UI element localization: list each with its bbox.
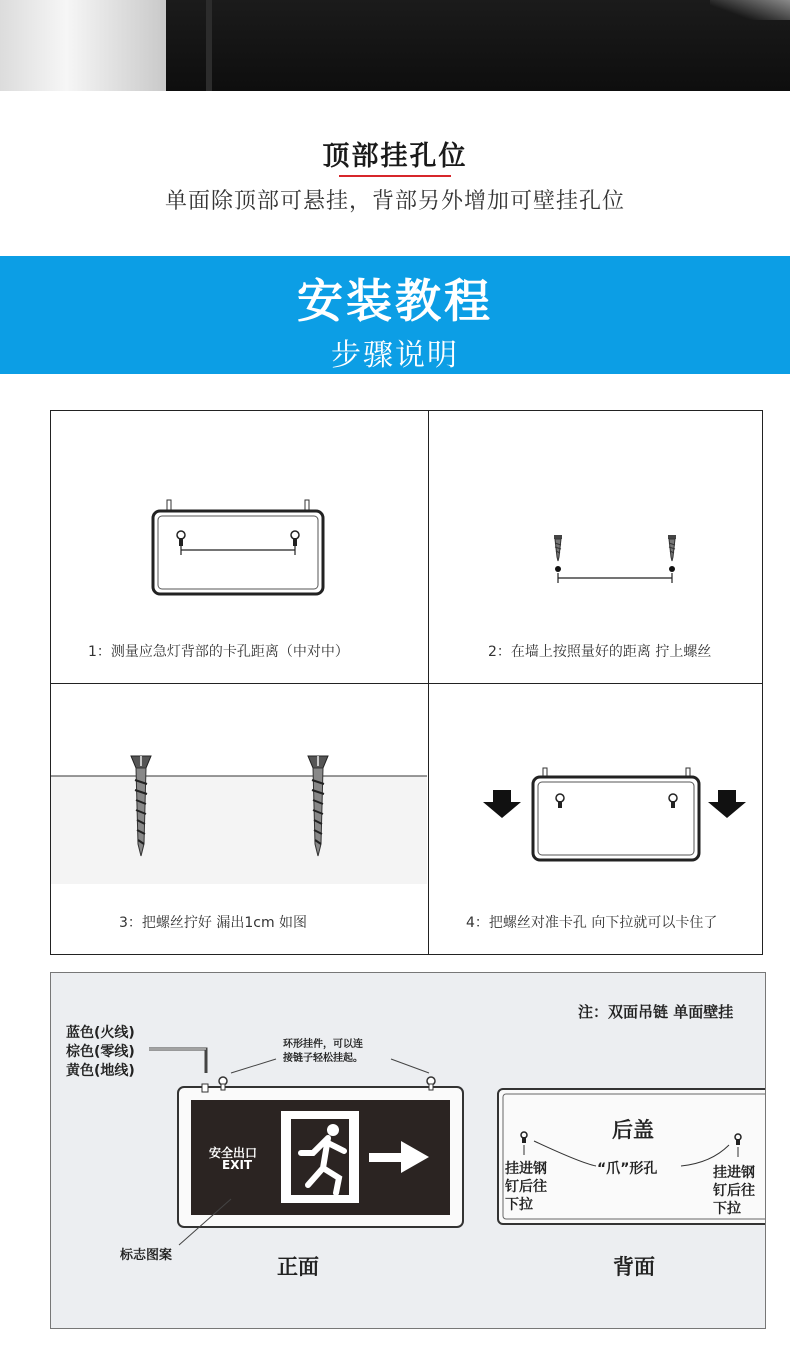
title-underline	[339, 175, 451, 177]
back-label: 背面	[613, 1255, 655, 1279]
diagram-note: 注：双面吊链 单面壁挂	[578, 1003, 734, 1021]
right-hang-line1: 挂进钢	[713, 1165, 755, 1181]
sign-text-en: EXIT	[222, 1158, 253, 1172]
banner-title: 安装教程	[297, 274, 493, 328]
wire-brown-label: 棕色(零线)	[66, 1044, 135, 1060]
step4-caption: 4：把螺丝对准卡孔 向下拉就可以卡住了	[466, 915, 718, 931]
photo-edge	[206, 0, 212, 91]
wire-blue-label: 蓝色(火线)	[66, 1025, 135, 1041]
step3-caption: 3：把螺丝拧好 漏出1cm 如图	[119, 915, 308, 931]
down-arrow-icon	[483, 790, 521, 818]
ring-note-line1: 环形挂件，可以连	[283, 1039, 363, 1050]
diagram-lines	[51, 973, 765, 1328]
right-hang-line2: 钉后往	[713, 1183, 755, 1199]
back-cover-label: 后盖	[612, 1118, 654, 1142]
step4-illustration	[480, 766, 755, 864]
ring-note-line2: 接链子轻松挂起。	[283, 1053, 363, 1064]
left-hang-line2: 钉后往	[505, 1179, 547, 1195]
sign-text-cn: 安全出口	[209, 1146, 258, 1160]
left-hang-line3: 下拉	[505, 1197, 533, 1213]
screw-icon	[668, 535, 676, 561]
step2-illustration	[545, 533, 690, 593]
screw-icon	[554, 535, 562, 561]
front-label: 正面	[277, 1255, 319, 1279]
left-hang-line1: 挂进钢	[505, 1161, 547, 1177]
photo-dark-panel	[166, 0, 790, 91]
pattern-label: 标志图案	[120, 1248, 173, 1263]
section-subtitle: 单面除顶部可悬挂，背部另外增加可壁挂孔位	[164, 189, 625, 214]
step1-caption: 1：测量应急灯背部的卡孔距离（中对中）	[88, 644, 349, 660]
running-man-icon	[281, 1111, 359, 1203]
section-title: 顶部挂孔位	[322, 141, 468, 172]
claw-hole-label: “爪”形孔	[597, 1161, 658, 1177]
step3-illustration	[51, 684, 427, 884]
down-arrow-icon	[708, 790, 746, 818]
product-photo	[0, 0, 790, 91]
banner-subtitle: 步骤说明	[331, 338, 459, 373]
right-hang-line3: 下拉	[713, 1201, 741, 1217]
photo-light-panel	[0, 0, 166, 91]
step2-caption: 2：在墙上按照量好的距离 拧上螺丝	[488, 644, 712, 660]
step1-illustration	[145, 498, 335, 598]
photo-glare	[710, 0, 790, 20]
wire-yellow-label: 黄色(地线)	[66, 1063, 135, 1079]
